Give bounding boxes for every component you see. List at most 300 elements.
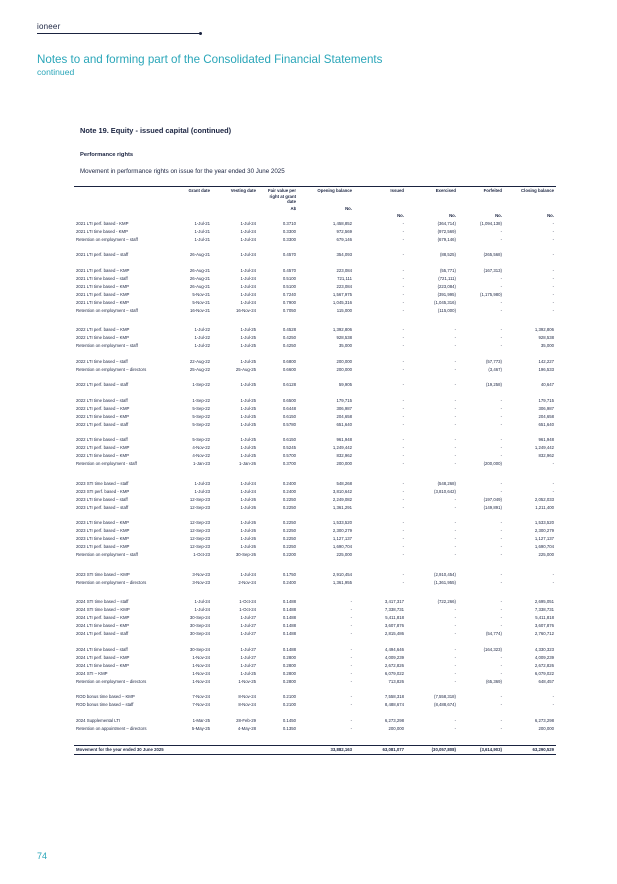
vesting-date-cell: 1-Jul-26 bbox=[240, 544, 256, 550]
closing-balance-cell: 1,690,704 bbox=[534, 544, 554, 550]
issued-cell: - bbox=[402, 453, 404, 459]
table-row bbox=[74, 520, 556, 528]
closing-balance-cell: 306,987 bbox=[538, 405, 554, 411]
closing-balance-cell: - bbox=[552, 228, 554, 234]
table-row bbox=[74, 655, 556, 663]
exercised-cell: - bbox=[454, 358, 456, 364]
exercised-cell: (972,569) bbox=[437, 228, 456, 234]
closing-balance-cell: 40,647 bbox=[540, 382, 554, 388]
issued-cell: - bbox=[402, 327, 404, 333]
opening-balance-cell: 204,658 bbox=[336, 413, 352, 419]
table-row bbox=[74, 461, 556, 477]
row-label-cell: ROD bonus time based – staff bbox=[76, 702, 134, 708]
issued-cell: - bbox=[402, 488, 404, 494]
opening-balance-cell: - bbox=[350, 670, 352, 676]
vesting-date-cell: 1-Jul-25 bbox=[240, 335, 256, 341]
unit-opening-balance: No. bbox=[345, 205, 352, 211]
row-label-cell: 2024 LTI perf. based – KMP bbox=[76, 615, 130, 621]
forfeited-cell: - bbox=[500, 405, 502, 411]
forfeited-cell: - bbox=[500, 445, 502, 451]
issued-cell: - bbox=[402, 437, 404, 443]
table-row bbox=[74, 580, 556, 596]
exercised-cell: - bbox=[454, 397, 456, 403]
opening-balance-cell: 2,300,279 bbox=[332, 528, 352, 534]
closing-balance-cell: 2,052,033 bbox=[534, 496, 554, 502]
issued-cell: - bbox=[402, 461, 404, 467]
vesting-date-cell: 1-Jul-24 bbox=[240, 267, 256, 273]
table-row bbox=[74, 528, 556, 536]
grant-date-cell: 1-Jul-21 bbox=[194, 228, 210, 234]
section-title: Performance rights bbox=[80, 152, 134, 158]
total-exercised-cell: (30,057,808) bbox=[406, 746, 458, 755]
header-closing-balance: Closing balance bbox=[504, 187, 556, 205]
table-row bbox=[74, 623, 556, 631]
closing-balance-cell: 7,338,731 bbox=[534, 607, 554, 613]
grant-date-cell: 1-Jul-21 bbox=[194, 236, 210, 242]
opening-balance-cell: 2,249,082 bbox=[332, 496, 352, 502]
issued-cell: 8,488,674 bbox=[384, 702, 404, 708]
forfeited-cell: (65,369) bbox=[485, 678, 502, 684]
fair-value-cell: 0.2250 bbox=[282, 504, 296, 510]
opening-balance-cell: 1,690,704 bbox=[332, 544, 352, 550]
forfeited-cell: (200,000) bbox=[483, 461, 502, 467]
fair-value-cell: 0.1488 bbox=[282, 599, 296, 605]
fair-value-cell: 0.4250 bbox=[282, 343, 296, 349]
fair-value-cell: 0.6448 bbox=[282, 405, 296, 411]
row-label-cell: 2024 LTI time based – staff bbox=[76, 646, 128, 652]
vesting-date-cell: 1-Jul-25 bbox=[240, 397, 256, 403]
issued-cell: - bbox=[402, 552, 404, 558]
grant-date-cell: 5-Sep-22 bbox=[192, 421, 210, 427]
closing-balance-cell: 2,695,051 bbox=[534, 599, 554, 605]
issued-cell: - bbox=[402, 358, 404, 364]
row-label-cell: 2023 LTI time based – staff bbox=[76, 496, 128, 502]
row-label-cell: 2021 LTI time based – KMP bbox=[76, 283, 129, 289]
forfeited-cell: - bbox=[500, 694, 502, 700]
issued-cell: 3,607,876 bbox=[384, 623, 404, 629]
exercised-cell: - bbox=[454, 421, 456, 427]
fair-value-cell: 0.2400 bbox=[282, 480, 296, 486]
vesting-date-cell: 1-Jul-24 bbox=[240, 252, 256, 258]
issued-cell: 2,672,826 bbox=[384, 662, 404, 668]
grant-date-cell: 30-Sep-24 bbox=[189, 646, 210, 652]
closing-balance-cell: 3,607,876 bbox=[534, 623, 554, 629]
grant-date-cell: 5-Nov-21 bbox=[192, 299, 210, 305]
closing-balance-cell: 6,079,022 bbox=[534, 670, 554, 676]
opening-balance-cell: 35,000 bbox=[338, 343, 352, 349]
issued-cell: - bbox=[402, 496, 404, 502]
row-label-cell: Retention on employment - staff bbox=[76, 461, 137, 467]
total-issued-cell: 63,081,077 bbox=[354, 746, 406, 755]
fair-value-cell: 0.6600 bbox=[282, 366, 296, 372]
grant-date-cell: 5-Nov-21 bbox=[192, 291, 210, 297]
opening-balance-cell: - bbox=[350, 662, 352, 668]
fair-value-cell: 0.1488 bbox=[282, 631, 296, 637]
opening-balance-cell: 2,910,454 bbox=[332, 571, 352, 577]
grant-date-cell: 1-Jul-22 bbox=[194, 327, 210, 333]
grant-date-cell: 30-Sep-24 bbox=[189, 615, 210, 621]
vesting-date-cell: 2-Nov-24 bbox=[238, 579, 256, 585]
grant-date-cell: 1-Jan-23 bbox=[193, 461, 210, 467]
exercised-cell: - bbox=[454, 437, 456, 443]
closing-balance-cell: - bbox=[552, 702, 554, 708]
closing-balance-cell: 1,392,806 bbox=[534, 327, 554, 333]
closing-balance-cell: - bbox=[552, 480, 554, 486]
table-row bbox=[74, 489, 556, 497]
issued-cell: - bbox=[402, 252, 404, 258]
forfeited-cell: - bbox=[500, 228, 502, 234]
total-vesting-date-cell bbox=[212, 746, 258, 755]
fair-value-cell: 0.1488 bbox=[282, 607, 296, 613]
row-label-cell: 2021 LTI time based – staff bbox=[76, 275, 128, 281]
table-row bbox=[74, 544, 556, 552]
row-label-cell: Retention on employment – staff bbox=[76, 552, 138, 558]
grant-date-cell: 1-Sep-22 bbox=[192, 382, 210, 388]
grant-date-cell: 16-Nov-21 bbox=[189, 307, 210, 313]
grant-date-cell: 4-Nov-22 bbox=[192, 445, 210, 451]
exercised-cell: - bbox=[454, 654, 456, 660]
issued-cell: - bbox=[402, 335, 404, 341]
row-label-cell: 2021 LTI time based – KMP bbox=[76, 299, 129, 305]
opening-balance-cell: - bbox=[350, 599, 352, 605]
forfeited-cell: (265,568) bbox=[483, 252, 502, 258]
opening-balance-cell: 3,810,642 bbox=[332, 488, 352, 494]
fair-value-cell: 0.4528 bbox=[282, 327, 296, 333]
grant-date-cell: 1-Nov-24 bbox=[192, 678, 210, 684]
grant-date-cell: 4-Nov-22 bbox=[192, 453, 210, 459]
vesting-date-cell: 1-Jul-25 bbox=[240, 327, 256, 333]
exercised-cell: - bbox=[454, 552, 456, 558]
grant-date-cell: 5-Sep-22 bbox=[192, 437, 210, 443]
header-rule bbox=[37, 33, 200, 34]
closing-balance-cell: 928,538 bbox=[538, 335, 554, 341]
row-label-cell: Retention on employment – staff bbox=[76, 236, 138, 242]
forfeited-cell: - bbox=[500, 544, 502, 550]
grant-date-cell: 12-Sep-23 bbox=[189, 536, 210, 542]
fair-value-cell: 0.6128 bbox=[282, 382, 296, 388]
forfeited-cell: (1,175,980) bbox=[480, 291, 502, 297]
grant-date-cell: 1-Jul-22 bbox=[194, 343, 210, 349]
table-row bbox=[74, 552, 556, 568]
table-row bbox=[74, 229, 556, 237]
opening-balance-cell: 1,127,137 bbox=[332, 536, 352, 542]
fair-value-cell: 0.3300 bbox=[282, 236, 296, 242]
grant-date-cell: 1-Sep-22 bbox=[192, 397, 210, 403]
exercised-cell: - bbox=[454, 631, 456, 637]
issued-cell: - bbox=[402, 520, 404, 526]
unit-issued: No. bbox=[397, 213, 404, 219]
vesting-date-cell: 1-Jul-27 bbox=[240, 654, 256, 660]
table-row bbox=[74, 607, 556, 615]
table-row bbox=[74, 343, 556, 359]
row-label-cell: 2023 LTI time based – KMP bbox=[76, 520, 129, 526]
opening-balance-cell: 225,000 bbox=[336, 552, 352, 558]
closing-balance-cell: - bbox=[552, 291, 554, 297]
forfeited-cell: - bbox=[500, 343, 502, 349]
opening-balance-cell: - bbox=[350, 646, 352, 652]
issued-cell: 7,338,731 bbox=[384, 607, 404, 613]
row-label-cell: Retention on employment – staff bbox=[76, 307, 138, 313]
opening-balance-cell: 1,567,975 bbox=[332, 291, 352, 297]
forfeited-cell: (54,774) bbox=[485, 631, 502, 637]
issued-cell: - bbox=[402, 536, 404, 542]
closing-balance-cell: - bbox=[552, 488, 554, 494]
row-label-cell: 2022 LTI perf. based – KMP bbox=[76, 405, 130, 411]
table-row bbox=[74, 679, 556, 695]
row-label-cell: 2023 LTI time based – KMP bbox=[76, 536, 129, 542]
closing-balance-cell: - bbox=[552, 275, 554, 281]
forfeited-cell: - bbox=[500, 670, 502, 676]
forfeited-cell: - bbox=[500, 654, 502, 660]
issued-cell: 713,826 bbox=[388, 678, 404, 684]
forfeited-cell: (1,094,138) bbox=[480, 220, 502, 226]
grant-date-cell: 3-Nov-23 bbox=[192, 579, 210, 585]
row-label-cell: 2023 LTI perf. based – KMP bbox=[76, 544, 130, 550]
forfeited-cell: (19,258) bbox=[485, 382, 502, 388]
table-row bbox=[74, 221, 556, 229]
issued-cell: - bbox=[402, 480, 404, 486]
vesting-date-cell: 1-Jul-24 bbox=[240, 283, 256, 289]
fair-value-cell: 0.5100 bbox=[282, 283, 296, 289]
forfeited-cell: - bbox=[500, 725, 502, 731]
opening-balance-cell: - bbox=[350, 631, 352, 637]
closing-balance-cell: 5,411,818 bbox=[535, 615, 554, 621]
exercised-cell: (3,810,642) bbox=[434, 488, 456, 494]
table-row bbox=[74, 268, 556, 276]
grant-date-cell: 30-Sep-24 bbox=[189, 623, 210, 629]
row-label-cell: 2022 LTI time based – staff bbox=[76, 397, 128, 403]
exercised-cell: (1,361,955) bbox=[434, 579, 456, 585]
grant-date-cell: 26-Aug-21 bbox=[189, 275, 210, 281]
table-row bbox=[74, 599, 556, 607]
header-blank bbox=[74, 187, 166, 205]
issued-cell: 200,000 bbox=[388, 725, 404, 731]
table-row bbox=[74, 292, 556, 300]
exercised-cell: (115,000) bbox=[437, 307, 456, 313]
fair-value-cell: 0.5245 bbox=[282, 445, 296, 451]
issued-cell: - bbox=[402, 397, 404, 403]
forfeited-cell: - bbox=[500, 520, 502, 526]
grant-date-cell: 3-Nov-23 bbox=[192, 571, 210, 577]
table-row bbox=[74, 300, 556, 308]
row-label-cell: 2022 LTI time based – KMP bbox=[76, 453, 129, 459]
row-label-cell: 2024 STI – KMP bbox=[76, 670, 108, 676]
exercised-cell: - bbox=[454, 453, 456, 459]
opening-balance-cell: 354,093 bbox=[336, 252, 352, 258]
vesting-date-cell: 1-Jul-25 bbox=[240, 358, 256, 364]
grant-date-cell: 25-Aug-22 bbox=[189, 366, 210, 372]
exercised-cell: - bbox=[454, 536, 456, 542]
forfeited-cell: - bbox=[500, 579, 502, 585]
table-row bbox=[74, 694, 556, 702]
header-forfeited: Forfeited bbox=[458, 187, 504, 205]
opening-balance-cell: 1,392,806 bbox=[332, 327, 352, 333]
grant-date-cell: 26-Aug-21 bbox=[189, 252, 210, 258]
grant-date-cell: 1-Mar-25 bbox=[192, 717, 210, 723]
table-row bbox=[74, 335, 556, 343]
grant-date-cell: 12-Sep-23 bbox=[189, 528, 210, 534]
issued-cell: - bbox=[402, 579, 404, 585]
row-label-cell: 2022 LTI perf. based – staff bbox=[76, 421, 129, 427]
closing-balance-cell: 204,658 bbox=[538, 413, 554, 419]
grant-date-cell: 12-Sep-23 bbox=[189, 520, 210, 526]
vesting-date-cell: 1-Jul-25 bbox=[240, 421, 256, 427]
closing-balance-cell: 142,227 bbox=[538, 358, 554, 364]
exercised-cell: - bbox=[454, 646, 456, 652]
issued-cell: - bbox=[402, 275, 404, 281]
fair-value-cell: 0.6800 bbox=[282, 358, 296, 364]
grant-date-cell: 12-Sep-23 bbox=[189, 544, 210, 550]
row-label-cell: 2024 LTI perf. based – staff bbox=[76, 631, 129, 637]
closing-balance-cell: 651,640 bbox=[538, 421, 554, 427]
table-row bbox=[74, 437, 556, 445]
row-label-cell: 2022 LTI time based – staff bbox=[76, 437, 128, 443]
table-row bbox=[74, 536, 556, 544]
issued-cell: - bbox=[402, 220, 404, 226]
vesting-date-cell: 30-Sep-26 bbox=[235, 552, 256, 558]
grant-date-cell: 5-Sep-22 bbox=[192, 413, 210, 419]
opening-balance-cell: 223,084 bbox=[336, 267, 352, 273]
vesting-date-cell: 1-Jul-27 bbox=[240, 646, 256, 652]
opening-balance-cell: 179,715 bbox=[336, 397, 352, 403]
table-row bbox=[74, 359, 556, 367]
table-row bbox=[74, 497, 556, 505]
table-row bbox=[74, 422, 556, 438]
forfeited-cell: - bbox=[500, 536, 502, 542]
exercised-cell: - bbox=[454, 615, 456, 621]
exercised-cell: (1,045,316) bbox=[434, 299, 456, 305]
opening-balance-cell: - bbox=[350, 694, 352, 700]
vesting-date-cell: 28-Feb-29 bbox=[236, 717, 256, 723]
forfeited-cell: - bbox=[500, 480, 502, 486]
exercised-cell: - bbox=[454, 662, 456, 668]
table-row bbox=[74, 631, 556, 647]
brand-logo: ioneer bbox=[37, 22, 61, 31]
total-closing-balance-cell: 63,290,529 bbox=[504, 746, 556, 755]
forfeited-cell: - bbox=[500, 717, 502, 723]
issued-cell: 4,009,239 bbox=[384, 654, 404, 660]
fair-value-cell: 0.2400 bbox=[282, 579, 296, 585]
closing-balance-cell: - bbox=[552, 220, 554, 226]
vesting-date-cell: 1-Jul-25 bbox=[240, 382, 256, 388]
exercised-cell: - bbox=[454, 335, 456, 341]
row-label-cell: 2024 LTI perf. based – KMP bbox=[76, 654, 130, 660]
issued-cell: - bbox=[402, 291, 404, 297]
closing-balance-cell: - bbox=[552, 307, 554, 313]
opening-balance-cell: 200,000 bbox=[336, 461, 352, 467]
opening-balance-cell: 961,948 bbox=[336, 437, 352, 443]
grant-date-cell: 7-Nov-24 bbox=[192, 702, 210, 708]
forfeited-cell: - bbox=[500, 283, 502, 289]
opening-balance-cell: 832,962 bbox=[336, 453, 352, 459]
exercised-cell: (548,268) bbox=[437, 480, 456, 486]
vesting-date-cell: 1-Jul-24 bbox=[240, 291, 256, 297]
grant-date-cell: 1-Jul-23 bbox=[194, 480, 210, 486]
row-label-cell: 2023 LTI perf. based – staff bbox=[76, 504, 129, 510]
total-grant-date-cell bbox=[166, 746, 212, 755]
exercised-cell: (2,910,454) bbox=[434, 571, 456, 577]
total-row-label-cell: Movement for the year ended 30 June 2025 bbox=[74, 746, 166, 755]
opening-balance-cell: 59,905 bbox=[338, 382, 352, 388]
forfeited-cell: - bbox=[500, 571, 502, 577]
forfeited-cell: - bbox=[500, 397, 502, 403]
fair-value-cell: 0.1488 bbox=[282, 615, 296, 621]
opening-balance-cell: - bbox=[350, 654, 352, 660]
table-row bbox=[74, 276, 556, 284]
closing-balance-cell: - bbox=[552, 252, 554, 258]
forfeited-cell: - bbox=[500, 299, 502, 305]
forfeited-cell: - bbox=[500, 275, 502, 281]
row-label-cell: 2022 LTI time based – KMP bbox=[76, 335, 129, 341]
performance-rights-table-wrap bbox=[74, 186, 556, 755]
exercised-cell: - bbox=[454, 327, 456, 333]
grant-date-cell: 1-Nov-24 bbox=[192, 654, 210, 660]
fair-value-cell: 0.2100 bbox=[282, 702, 296, 708]
closing-balance-cell: 225,000 bbox=[538, 552, 554, 558]
closing-balance-cell: 196,533 bbox=[538, 366, 554, 372]
table-row bbox=[74, 481, 556, 489]
unit-exercised: No. bbox=[449, 213, 456, 219]
fair-value-cell: 0.6500 bbox=[282, 397, 296, 403]
closing-balance-cell: - bbox=[552, 571, 554, 577]
fair-value-cell: 0.1450 bbox=[282, 717, 296, 723]
row-label-cell: Retention on employment – staff bbox=[76, 343, 138, 349]
row-label-cell: Retention on employment – directors bbox=[76, 366, 147, 372]
performance-rights-table bbox=[74, 186, 556, 755]
table-row bbox=[74, 414, 556, 422]
grant-date-cell: 1-Jul-22 bbox=[194, 335, 210, 341]
exercised-cell: - bbox=[454, 544, 456, 550]
issued-cell: 4,494,646 bbox=[384, 646, 404, 652]
issued-cell: - bbox=[402, 343, 404, 349]
closing-balance-cell: 200,000 bbox=[538, 725, 554, 731]
closing-balance-cell: 648,457 bbox=[538, 678, 554, 684]
forfeited-cell: - bbox=[500, 327, 502, 333]
fair-value-cell: 0.7240 bbox=[282, 291, 296, 297]
exercised-cell: - bbox=[454, 366, 456, 372]
vesting-date-cell: 1-Jul-25 bbox=[240, 453, 256, 459]
opening-balance-cell: - bbox=[350, 623, 352, 629]
exercised-cell: (679,146) bbox=[437, 236, 456, 242]
fair-value-cell: 0.1488 bbox=[282, 623, 296, 629]
exercised-cell: (8,488,674) bbox=[434, 702, 456, 708]
exercised-cell: (7,558,318) bbox=[434, 694, 456, 700]
closing-balance-cell: 35,000 bbox=[540, 343, 554, 349]
fair-value-cell: 0.3700 bbox=[282, 461, 296, 467]
table-row bbox=[74, 505, 556, 521]
issued-cell: - bbox=[402, 445, 404, 451]
table-row bbox=[74, 308, 556, 324]
table-row bbox=[74, 398, 556, 406]
issued-cell: - bbox=[402, 571, 404, 577]
opening-balance-cell: 679,146 bbox=[336, 236, 352, 242]
fair-value-cell: 0.2100 bbox=[282, 694, 296, 700]
grant-date-cell: 1-Oct-23 bbox=[193, 552, 210, 558]
opening-balance-cell: 1,361,291 bbox=[332, 504, 352, 510]
exercised-cell: - bbox=[454, 725, 456, 731]
closing-balance-cell: - bbox=[552, 283, 554, 289]
closing-balance-cell: 4,330,323 bbox=[534, 646, 554, 652]
exercised-cell: - bbox=[454, 504, 456, 510]
page-number: 74 bbox=[37, 851, 48, 861]
opening-balance-cell: 115,000 bbox=[336, 307, 352, 313]
row-label-cell: 2021 LTI perf. based - KMP bbox=[76, 220, 129, 226]
vesting-date-cell: 1-Jul-24 bbox=[240, 275, 256, 281]
closing-balance-cell: 1,127,137 bbox=[534, 536, 554, 542]
vesting-date-cell: 1-Oct-24 bbox=[239, 599, 256, 605]
vesting-date-cell: 1-Jul-24 bbox=[240, 299, 256, 305]
row-label-cell: 2022 LTI perf. based – staff bbox=[76, 382, 129, 388]
